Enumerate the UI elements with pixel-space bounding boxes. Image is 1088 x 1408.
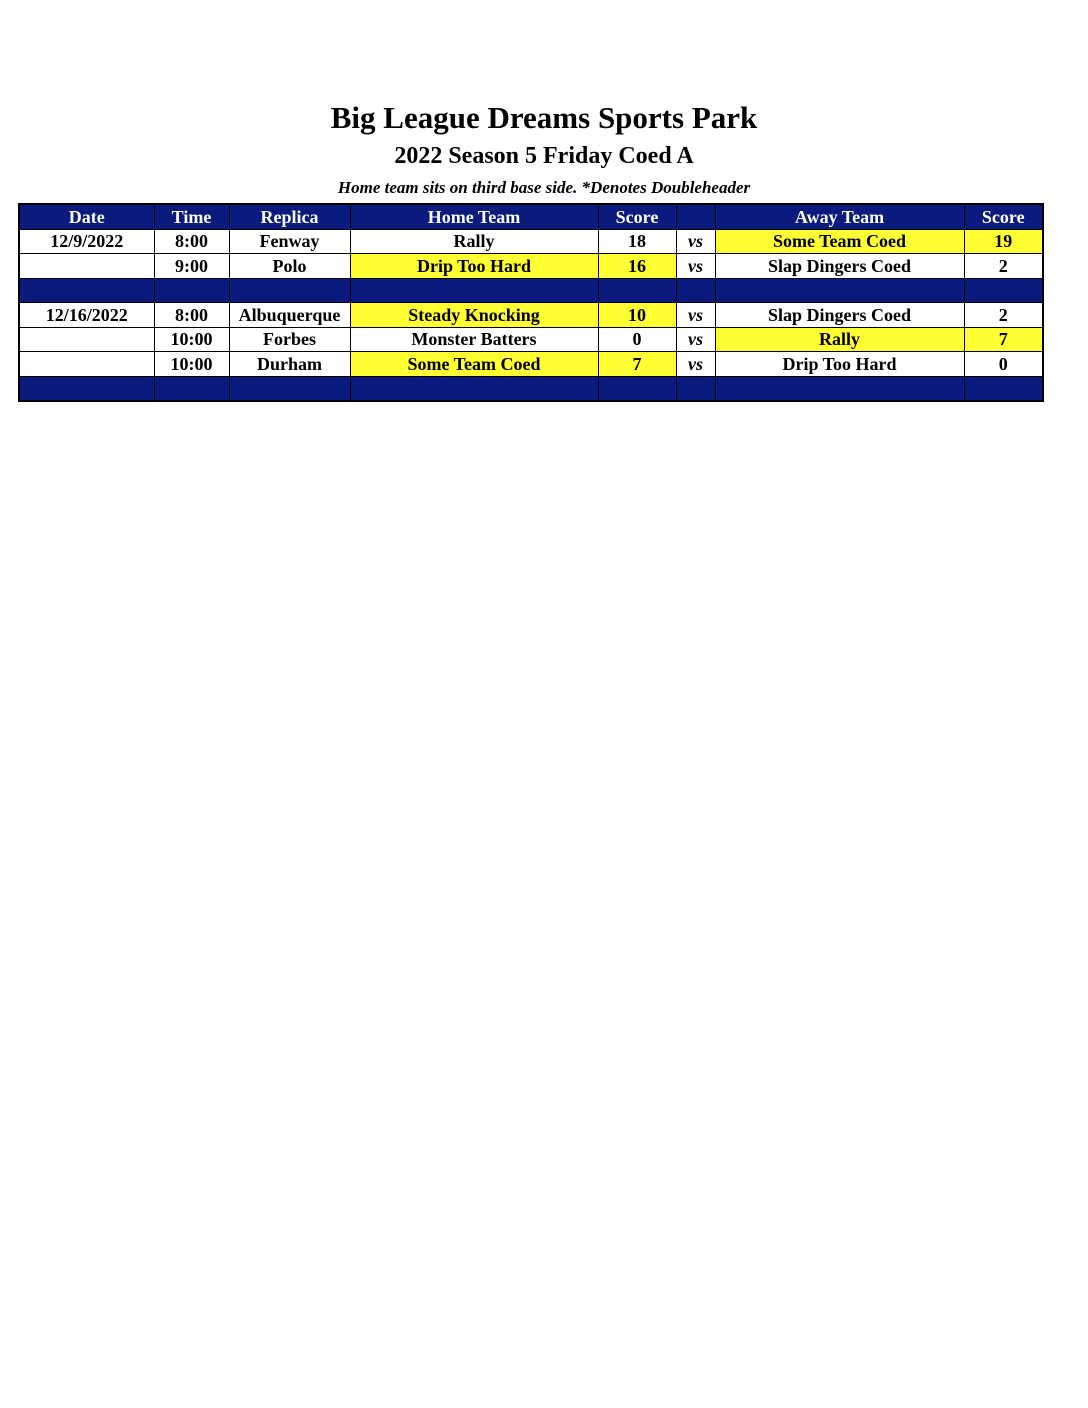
col-header-time: Time [154,204,229,229]
game-replica: Albuquerque [229,303,350,328]
table-header-row [19,204,1043,229]
home-score: 18 [598,229,676,254]
home-score: 10 [598,303,676,328]
game-replica: Fenway [229,229,350,254]
schedule-note: Home team sits on third base side. *Denotes Doubleheader [337,178,751,197]
home-score: 7 [598,352,676,377]
game-time: 10:00 [154,352,229,377]
away-team: Slap Dingers Coed [715,303,964,328]
game-replica: Forbes [229,327,350,352]
game-date: 12/16/2022 [19,303,154,328]
away-score: 2 [964,303,1043,328]
home-team: Rally [350,229,598,254]
col-header-away-score: Score [964,204,1043,229]
away-score: 7 [964,327,1043,352]
col-header-vs [676,204,715,229]
game-time: 8:00 [154,229,229,254]
game-date [19,254,154,279]
home-score: 16 [598,254,676,279]
home-team: Steady Knocking [350,303,598,328]
vs-label: vs [676,254,715,279]
game-date [19,352,154,377]
table-row [19,229,1043,254]
col-header-replica: Replica [229,204,350,229]
page-subtitle: 2022 Season 5 Friday Coed A [394,143,694,169]
col-header-date: Date [19,204,154,229]
home-team: Some Team Coed [350,352,598,377]
game-time: 9:00 [154,254,229,279]
game-replica: Durham [229,352,350,377]
away-score: 2 [964,254,1043,279]
game-date [19,327,154,352]
away-team: Rally [715,327,964,352]
page-title: Big League Dreams Sports Park [330,100,758,135]
table-row [19,254,1043,279]
vs-label: vs [676,352,715,377]
game-date: 12/9/2022 [19,229,154,254]
game-time: 8:00 [154,303,229,328]
home-team: Monster Batters [350,327,598,352]
home-score: 0 [598,327,676,352]
separator-row [19,278,1043,303]
away-team: Drip Too Hard [715,352,964,377]
vs-label: vs [676,327,715,352]
away-team: Slap Dingers Coed [715,254,964,279]
schedule-table [18,203,1044,402]
col-header-home-team: Home Team [350,204,598,229]
away-score: 19 [964,229,1043,254]
home-team: Drip Too Hard [350,254,598,279]
game-time: 10:00 [154,327,229,352]
col-header-home-score: Score [598,204,676,229]
game-replica: Polo [229,254,350,279]
table-row [19,303,1043,328]
away-score: 0 [964,352,1043,377]
away-team: Some Team Coed [715,229,964,254]
table-row [19,352,1043,377]
vs-label: vs [676,229,715,254]
separator-row [19,376,1043,401]
vs-label: vs [676,303,715,328]
col-header-away-team: Away Team [715,204,964,229]
table-row [19,327,1043,352]
